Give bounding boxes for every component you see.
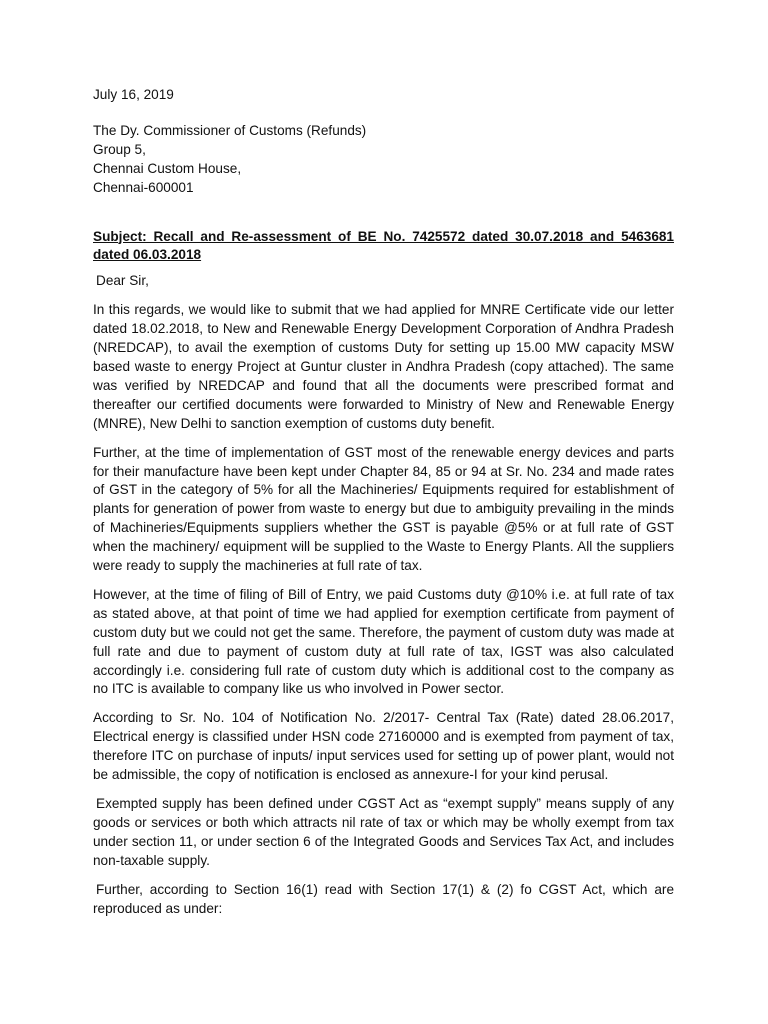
- letter-body: [93, 86, 674, 928]
- address-line: The Dy. Commissioner of Customs (Refunds): [93, 122, 367, 138]
- paragraph-exempted-supply: Exempted supply has been defined under CGST Act as “exempt supply” means supply of any goods or services or both which attracts nil rate of tax or which may be wholly exempt from tax under section 11, or under section 6 of the Integrated Goods and Services Tax Act, and includes non-taxable supply.: [93, 796, 674, 868]
- address-line: Chennai Custom House,: [93, 160, 242, 176]
- paragraph-notification: According to Sr. No. 104 of Notification No. 2/2017- Central Tax (Rate) dated 28.06.2017, Electrical energy is classified under HSN code 27160000 and is exempted from payment of tax, therefore ITC on purchase of inputs/ input services used for setting up of power plant, would not be admissible, the copy of notification is enclosed as annexure-I for your kind perusal.: [93, 710, 674, 783]
- subject-line: Subject: Recall and Re-assessment of BE No. 7425572 dated 30.07.2018 and 5463681 dated 06.03.2018: [93, 228, 674, 263]
- paragraph-gst-implementation: Further, at the time of implementation of GST most of the renewable energy devices and parts for their manufacture have been kept under Chapter 84, 85 or 94 at Sr. No. 234 and made rates of GST in the category of 5% for all the Machineries/ Equipments required for establishment of plants for generation of power from waste to energy but due to ambiguity prevailing in the minds of Machineries/Equipments suppliers whether the GST is payable @5% or at full rate of GST when the machinery/ equipment will be supplied to the Waste to Energy Plants. All the suppliers were ready to supply the machineries at full rate of tax.: [93, 444, 674, 574]
- address-line: Chennai-600001: [93, 179, 194, 195]
- recipient-address: [93, 122, 674, 198]
- paragraph-section-16: Further, according to Section 16(1) read with Section 17(1) & (2) fo CGST Act, which are reproduced as under:: [93, 881, 674, 916]
- paragraph-bill-of-entry: However, at the time of filing of Bill of Entry, we paid Customs duty @10% i.e. at full rate of tax as stated above, at that point of time we had applied for exemption certificate from payment of custom duty but we could not get the same. Therefore, the payment of custom duty was made at full rate and due to payment of custom duty at full rate of tax, IGST was also calculated accordingly i.e. considering full rate of custom duty which is additional cost to the company as no ITC is available to company like us who involved in Power sector.: [93, 586, 674, 697]
- paragraph-mnre-certificate: In this regards, we would like to submit that we had applied for MNRE Certificate vide our letter dated 18.02.2018, to New and Renewable Energy Development Corporation of Andhra Pradesh (NREDCAP), to avail the exemption of customs Duty for setting up 15.00 MW capacity MSW based waste to energy Project at Guntur cluster in Andhra Pradesh (copy attached). The same was verified by NREDCAP and found that all the documents were prescribed format and thereafter our certified documents were forwarded to Ministry of New and Renewable Energy (MNRE), New Delhi to sanction exemption of customs duty benefit.: [93, 302, 674, 431]
- letter-date: July 16, 2019: [93, 87, 174, 102]
- salutation: Dear Sir,: [96, 273, 149, 289]
- address-line: Group 5,: [93, 141, 146, 157]
